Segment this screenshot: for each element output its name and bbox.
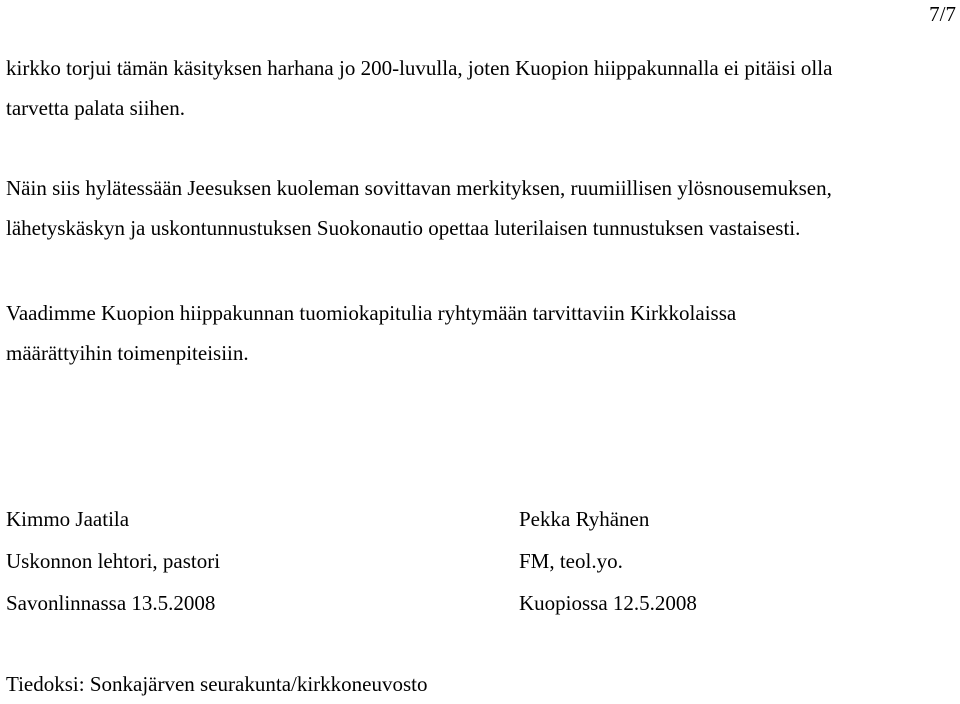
paragraph-line: Vaadimme Kuopion hiippakunnan tuomiokapitulia ryhtymään tarvittaviin Kirkkolaissa [6, 301, 737, 325]
paragraph-line: tarvetta palata siihen. [6, 96, 186, 120]
paragraph-3 [6, 293, 951, 373]
signer-title: Uskonnon lehtori, pastori [6, 549, 221, 573]
signer-title: FM, teol.yo. [519, 549, 623, 573]
signature-left [6, 498, 220, 624]
paragraph-line: Näin siis hylätessään Jeesuksen kuoleman sovittavan merkityksen, ruumiillisen ylösnousemuksen, [6, 176, 832, 200]
paragraph-line: kirkko torjui tämän käsityksen harhana jo 200-luvulla, joten Kuopion hiippakunnalla ei pitäisi olla [6, 56, 833, 80]
paragraph-line: lähetyskäskyn ja uskontunnustuksen Suokonautio opettaa luterilaisen tunnustuksen vastaisesti. [6, 216, 801, 240]
paragraph-1 [6, 48, 951, 128]
signature-right [519, 498, 697, 624]
signer-name: Kimmo Jaatila [6, 507, 130, 531]
paragraph-2 [6, 168, 951, 248]
page-number: 7/7 [929, 2, 956, 26]
cc-line: Tiedoksi: Sonkajärven seurakunta/kirkkoneuvosto [6, 672, 428, 696]
signer-place-date: Savonlinnassa 13.5.2008 [6, 591, 216, 615]
signer-place-date: Kuopiossa 12.5.2008 [519, 591, 697, 615]
signer-name: Pekka Ryhänen [519, 507, 650, 531]
paragraph-line: määrättyihin toimenpiteisiin. [6, 341, 249, 365]
